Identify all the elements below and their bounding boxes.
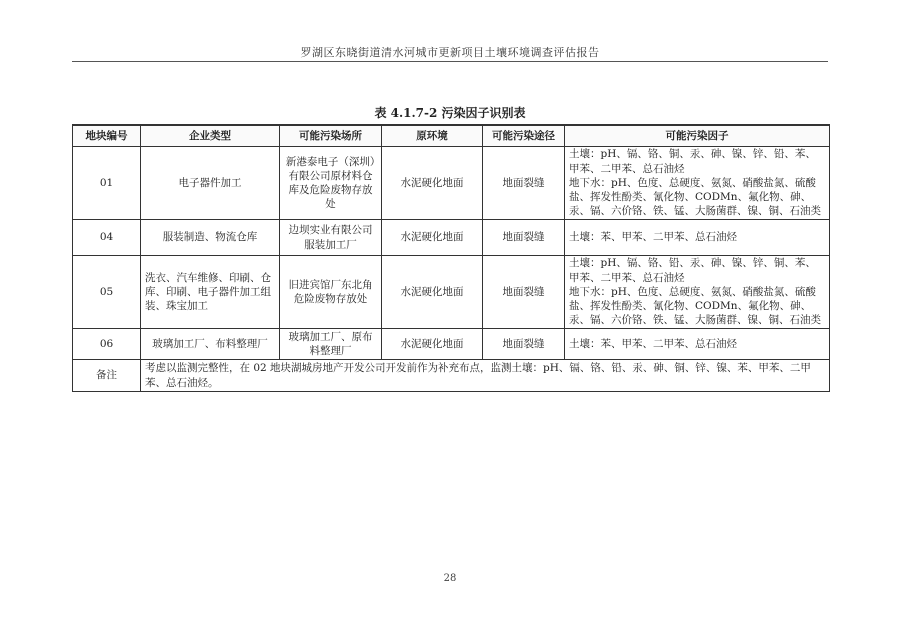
cell-pollution-factors: 土壤：苯、甲苯、二甲苯、总石油烃 bbox=[565, 329, 830, 360]
table-row bbox=[73, 329, 830, 360]
cell-pollution-factors: 土壤：pH、镉、铬、铜、汞、砷、镍、锌、铅、苯、甲苯、二甲苯、总石油烃 地下水：pH、色度、总硬度、氨氮、硝酸盐氮、硫酸盐、挥发性酚类、氰化物、CODMn、氟化物、砷、汞、镉、六价铬、铁、锰、大肠菌群、镍、铜、石油类 bbox=[565, 147, 830, 220]
cell-enterprise-type: 洗衣、汽车维修、印刷、仓库、印刷、电子器件加工组装、珠宝加工 bbox=[141, 256, 280, 329]
cell-pollution-factors: 土壤：pH、镉、铬、铅、汞、砷、镍、锌、铜、苯、甲苯、二甲苯、总石油烃 地下水：pH、色度、总硬度、氨氮、硝酸盐氮、硫酸盐、挥发性酚类、氰化物、CODMn、氟化物、砷、汞、镉、六价铬、铁、锰、大肠菌群、镍、铜、石油类 bbox=[565, 256, 830, 329]
note-label: 备注 bbox=[73, 360, 141, 392]
col-header-pollution-route: 可能污染途径 bbox=[483, 125, 565, 147]
col-header-plot-id: 地块编号 bbox=[73, 125, 141, 147]
table-row bbox=[73, 147, 830, 220]
col-header-pollution-factors: 可能污染因子 bbox=[565, 125, 830, 147]
table-caption: 表 4.1.7-2 污染因子识别表 bbox=[374, 106, 526, 120]
cell-pollution-route: 地面裂缝 bbox=[483, 220, 565, 256]
running-header: 罗湖区东晓街道清水河城市更新项目土壤环境调查评估报告 bbox=[300, 46, 600, 59]
table-row bbox=[73, 220, 830, 256]
col-header-enterprise-type: 企业类型 bbox=[141, 125, 280, 147]
pollution-factor-table bbox=[72, 124, 830, 392]
cell-plot-id: 05 bbox=[73, 256, 141, 329]
cell-enterprise-type: 服装制造、物流仓库 bbox=[141, 220, 280, 256]
cell-pollution-place: 旧进宾馆厂东北角危险废物存放处 bbox=[280, 256, 382, 329]
cell-original-env: 水泥硬化地面 bbox=[382, 329, 483, 360]
cell-original-env: 水泥硬化地面 bbox=[382, 147, 483, 220]
cell-original-env: 水泥硬化地面 bbox=[382, 220, 483, 256]
cell-pollution-route: 地面裂缝 bbox=[483, 256, 565, 329]
cell-pollution-place: 新港泰电子（深圳）有限公司原材料仓库及危险废物存放处 bbox=[280, 147, 382, 220]
cell-pollution-place: 边坝实业有限公司服装加工厂 bbox=[280, 220, 382, 256]
table-header-row bbox=[73, 125, 830, 147]
cell-pollution-place: 玻璃加工厂、原布料整理厂 bbox=[280, 329, 382, 360]
cell-enterprise-type: 玻璃加工厂、布料整理厂 bbox=[141, 329, 280, 360]
cell-original-env: 水泥硬化地面 bbox=[382, 256, 483, 329]
cell-pollution-route: 地面裂缝 bbox=[483, 329, 565, 360]
cell-plot-id: 04 bbox=[73, 220, 141, 256]
cell-pollution-factors: 土壤：苯、甲苯、二甲苯、总石油烃 bbox=[565, 220, 830, 256]
col-header-pollution-place: 可能污染场所 bbox=[280, 125, 382, 147]
cell-plot-id: 06 bbox=[73, 329, 141, 360]
cell-pollution-route: 地面裂缝 bbox=[483, 147, 565, 220]
header-rule bbox=[72, 61, 828, 62]
note-row bbox=[73, 360, 830, 392]
cell-plot-id: 01 bbox=[73, 147, 141, 220]
page-number: 28 bbox=[443, 573, 457, 584]
cell-enterprise-type: 电子器件加工 bbox=[141, 147, 280, 220]
note-text: 考虑以监测完整性，在 02 地块湖城房地产开发公司开发前作为补充布点，监测土壤：pH、镉、铬、铅、汞、砷、铜、锌、镍、苯、甲苯、二甲苯、总石油烃。 bbox=[141, 360, 830, 392]
table-row bbox=[73, 256, 830, 329]
col-header-original-env: 原环境 bbox=[382, 125, 483, 147]
